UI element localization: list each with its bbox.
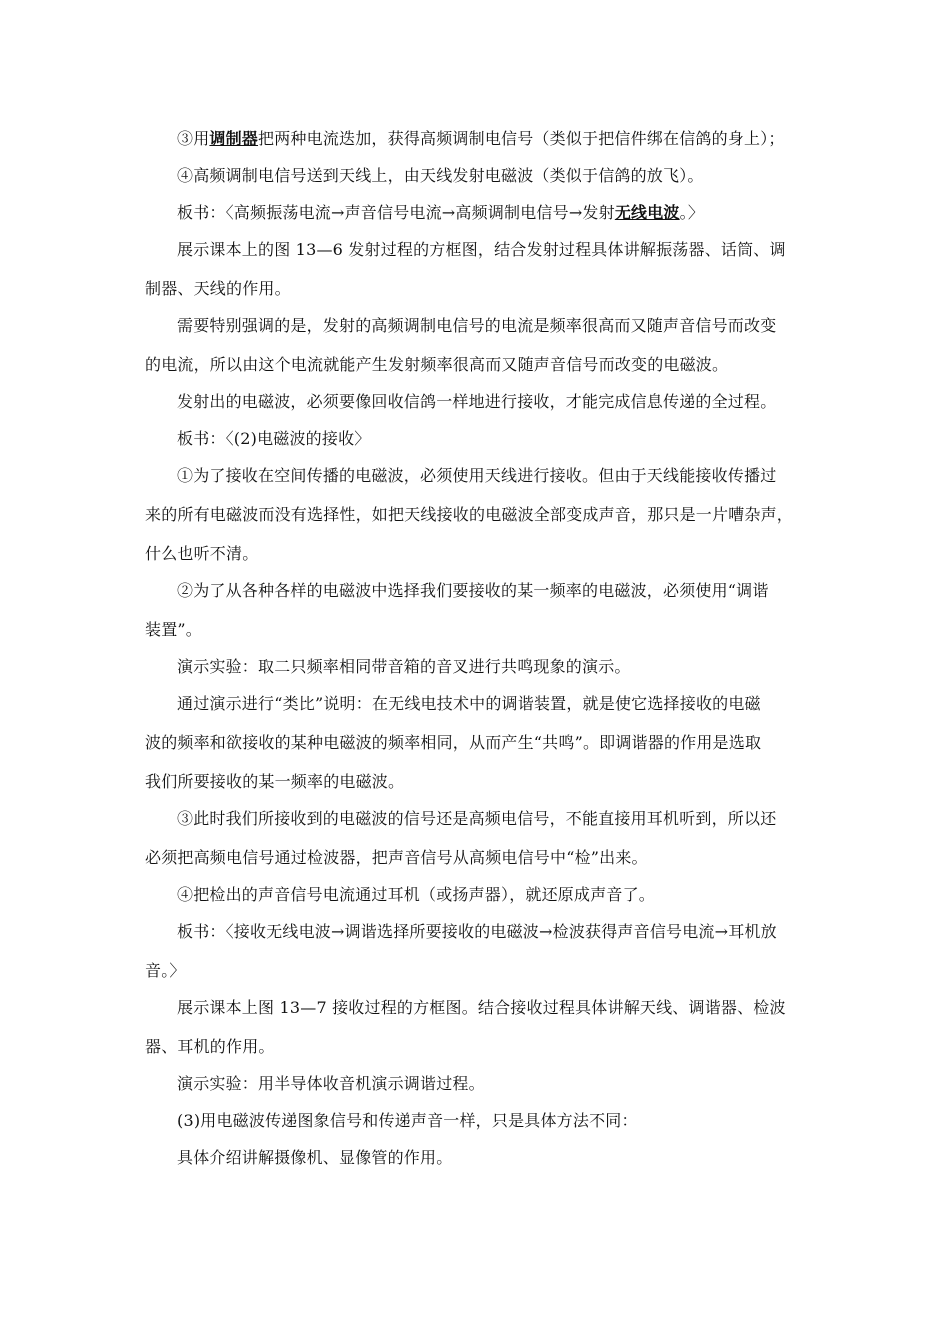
paragraph-line: 板书：〈接收无线电波→调谐选择所要接收的电磁波→检波获得声音信号电流→耳机放 [177, 922, 777, 941]
paragraph-line: 需要特别强调的是，发射的高频调制电信号的电流是频率很高而又随声音信号而改变 [177, 316, 777, 335]
text-run: 板书：〈高频振荡电流→声音信号电流→高频调制电信号→发射 [177, 203, 615, 222]
paragraph-line: 通过演示进行“类比”说明：在无线电技术中的调谐装置，就是使它选择接收的电磁 [177, 694, 761, 713]
text-run: 。〉 [679, 203, 705, 222]
underlined-term: 无线电波 [614, 203, 680, 222]
paragraph-line: ③此时我们所接收到的电磁波的信号还是高频电信号，不能直接用耳机听到，所以还 [177, 809, 777, 828]
underlined-term: 调制器 [209, 129, 259, 148]
paragraph-line: 来的所有电磁波而没有选择性，如把天线接收的电磁波全部变成声音，那只是一片嘈杂声， [145, 505, 794, 524]
paragraph-line: 演示实验：取二只频率相同带音箱的音叉进行共鸣现象的演示。 [177, 657, 631, 676]
paragraph-line: 展示课本上的图 13—6 发射过程的方框图，结合发射过程具体讲解振荡器、话筒、调 [177, 240, 786, 259]
text-run: 把两种电流迭加，获得高频调制电信号（类似于把信件绑在信鸽的身上）； [258, 129, 785, 148]
paragraph-line: 发射出的电磁波，必须要像回收信鸽一样地进行接收，才能完成信息传递的全过程。 [177, 392, 777, 411]
paragraph-line [177, 126, 785, 149]
paragraph-line: 装置”。 [145, 620, 202, 639]
paragraph-line: (3)用电磁波传递图象信号和传递声音一样，只是具体方法不同： [177, 1111, 638, 1130]
paragraph-line: 音。〉 [145, 961, 186, 980]
paragraph-line: 什么也听不清。 [145, 544, 259, 563]
paragraph-line: 必须把高频电信号通过检波器，把声音信号从高频电信号中“检”出来。 [145, 848, 648, 867]
text-run: ③用 [177, 129, 210, 148]
paragraph-line: ④高频调制电信号送到天线上，由天线发射电磁波（类似于信鸽的放飞）。 [177, 166, 704, 185]
paragraph-line [177, 200, 704, 223]
paragraph-line: 器、耳机的作用。 [145, 1037, 275, 1056]
paragraph-line: 波的频率和欲接收的某种电磁波的频率相同，从而产生“共鸣”。即调谐器的作用是选取 [145, 733, 762, 752]
paragraph-line: 板书：〈(2)电磁波的接收〉 [177, 429, 371, 448]
paragraph-line: 我们所要接收的某一频率的电磁波。 [145, 772, 405, 791]
paragraph-line: 的电流，所以由这个电流就能产生发射频率很高而又随声音信号而改变的电磁波。 [145, 355, 729, 374]
paragraph-line: ④把检出的声音信号电流通过耳机（或扬声器），就还原成声音了。 [177, 885, 656, 904]
paragraph-line: ①为了接收在空间传播的电磁波，必须使用天线进行接收。但由于天线能接收传播过 [177, 466, 777, 485]
paragraph-line: ②为了从各种各样的电磁波中选择我们要接收的某一频率的电磁波，必须使用“调谐 [177, 581, 769, 600]
paragraph-line: 制器、天线的作用。 [145, 279, 291, 298]
paragraph-line: 展示课本上图 13—7 接收过程的方框图。结合接收过程具体讲解天线、调谐器、检波 [177, 998, 786, 1017]
paragraph-line: 具体介绍讲解摄像机、显像管的作用。 [177, 1148, 453, 1167]
paragraph-line: 演示实验：用半导体收音机演示调谐过程。 [177, 1074, 485, 1093]
